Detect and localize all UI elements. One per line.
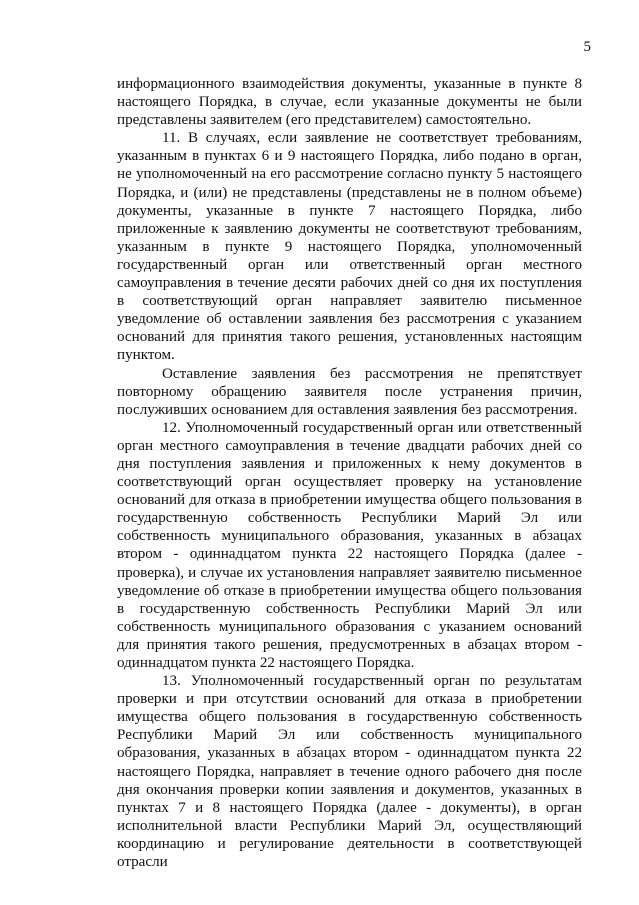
paragraph-continuation: информационного взаимодействия документы, указанные в пункте 8 настоящего Порядка, в случае, если указанные документы не были представлены заявителем (его представителем) самостоятельно.	[117, 76, 582, 129]
paragraph-item-11-note: Оставление заявления без рассмотрения не препятствует повторному обращению заявителя после устранения причин, послуживших основанием для оставления заявления без рассмотрения.	[117, 365, 582, 418]
paragraph-item-12: 12. Уполномоченный государственный орган или ответственный орган местного самоуправления в течение двадцати рабочих дней со дня поступления заявления и приложенных к нему документов в соответствующий орган осуществляет проверку на установление оснований для отказа в приобретении имущества общего пользования в государственную собственность Республики Марий Эл или собственность муниципального образования, указанных в абзацах втором - одиннадцатом пункта 22 настоящего Порядка (далее - проверка), и случае их установления направляет заявителю письменное уведомление об отказе в приобретении имущества общего пользования в государственную собственность Республики Марий Эл или собственность муниципального образования с указанием оснований для принятия такого решения, предусмотренных в абзацах втором - одиннадцатом пункта 22 настоящего Порядка.	[117, 419, 582, 671]
page-number: 5	[583, 39, 591, 55]
document-body	[117, 75, 582, 871]
paragraph-item-11: 11. В случаях, если заявление не соответствует требованиям, указанным в пунктах 6 и 9 настоящего Порядка, либо подано в орган, не уполномоченный на его рассмотрение согласно пункту 5 настоящего Порядка, и (или) не представлены (представлены не в полном объеме) документы, указанные в пункте 7 настоящего Порядка, либо приложенные к заявлению документы не соответствуют требованиям, указанным в пункте 9 настоящего Порядка, уполномоченный государственный орган или ответственный орган местного самоуправления в течение десяти рабочих дней со дня их поступления в соответствующий орган направляет заявителю письменное уведомление об оставлении заявления без рассмотрения с указанием оснований для принятия такого решения, установленных настоящим пунктом.	[117, 130, 582, 364]
paragraph-item-13: 13. Уполномоченный государственный орган по результатам проверки и при отсутствии оснований для отказа в приобретении имущества общего пользования в государственную собственность Республики Марий Эл или собственность муниципального образования, указанных в абзацах втором - одиннадцатом пункта 22 настоящего Порядка, направляет в течение одного рабочего дня после дня окончания проверки копии заявления и документов, указанных в пунктах 7 и 8 настоящего Порядка (далее - документы), в орган исполнительной власти Республики Марий Эл, осуществляющий координацию и регулирование деятельности в соответствующей отрасли	[117, 673, 582, 871]
